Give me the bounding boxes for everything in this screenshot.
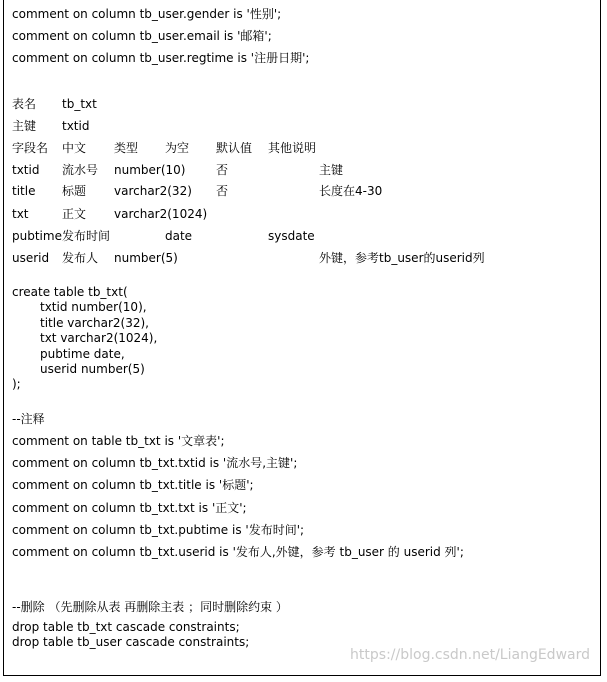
row-cell: date	[165, 229, 193, 243]
row-cell: 发布人	[62, 251, 99, 265]
section-heading: --删除 （先删除从表 再删除主表 ；同时删除约束 ）	[12, 600, 288, 614]
row-cell: varchar2(32)	[114, 184, 192, 198]
row-cell: varchar2(1024)	[114, 207, 208, 221]
row-cell: 正文	[62, 207, 87, 221]
sql-line: pubtime date,	[40, 347, 125, 361]
comment-line: comment on table tb_txt is '文章表';	[12, 434, 225, 448]
comment-line: comment on column tb_txt.txtid is '流水号,主键';	[12, 456, 298, 470]
row-cell: 否	[216, 184, 229, 198]
header-cell: 类型	[114, 141, 139, 155]
row-cell: 否	[216, 163, 229, 177]
row-cell: 流水号	[62, 163, 99, 177]
row-cell: number(10)	[114, 163, 186, 177]
row-cell: 发布时间	[62, 229, 111, 243]
sql-line: );	[12, 377, 21, 391]
row-cell: 外键，参考tb_user的userid列	[319, 251, 485, 265]
section-heading: --注释	[12, 412, 45, 426]
row-cell: title	[12, 184, 36, 198]
sql-line: txt varchar2(1024),	[40, 331, 158, 345]
header-cell: 其他说明	[268, 141, 317, 155]
top-comment-line: comment on column tb_user.email is '邮箱';	[12, 29, 272, 43]
sql-line: drop table tb_txt cascade constraints;	[12, 620, 240, 634]
row-cell: pubtime	[12, 229, 62, 243]
primary-key-label: 主键	[12, 119, 37, 133]
header-cell: 默认值	[216, 141, 253, 155]
comment-line: comment on column tb_txt.pubtime is '发布时间';	[12, 523, 305, 537]
table-name-label: 表名	[12, 97, 37, 111]
header-cell: 为空	[165, 141, 190, 155]
row-cell: txt	[12, 207, 29, 221]
top-comment-line: comment on column tb_user.regtime is '注册日期';	[12, 51, 310, 65]
watermark: https://blog.csdn.net/LiangEdward	[350, 647, 590, 663]
comment-line: comment on column tb_txt.title is '标题';	[12, 478, 254, 492]
header-cell: 字段名	[12, 141, 49, 155]
sql-line: drop table tb_user cascade constraints;	[12, 635, 250, 649]
primary-key-value: txtid	[62, 119, 90, 133]
comment-line: comment on column tb_txt.userid is '发布人,外键，参考 tb_user 的 userid 列';	[12, 545, 464, 559]
document-box	[3, 0, 601, 676]
sql-line: title varchar2(32),	[40, 316, 149, 330]
row-cell: 标题	[62, 184, 87, 198]
table-name-value: tb_txt	[62, 97, 97, 111]
sql-line: txtid number(10),	[40, 300, 147, 314]
comment-line: comment on column tb_txt.txt is '正文';	[12, 501, 247, 515]
row-cell: txtid	[12, 163, 40, 177]
row-cell: 主键	[319, 163, 344, 177]
sql-line: create table tb_txt(	[12, 285, 128, 299]
top-comment-line: comment on column tb_user.gender is '性别';	[12, 7, 282, 21]
row-cell: userid	[12, 251, 50, 265]
header-cell: 中文	[62, 141, 87, 155]
row-cell: sysdate	[268, 229, 315, 243]
row-cell: number(5)	[114, 251, 178, 265]
row-cell: 长度在4-30	[319, 184, 383, 198]
sql-line: userid number(5)	[40, 362, 145, 376]
